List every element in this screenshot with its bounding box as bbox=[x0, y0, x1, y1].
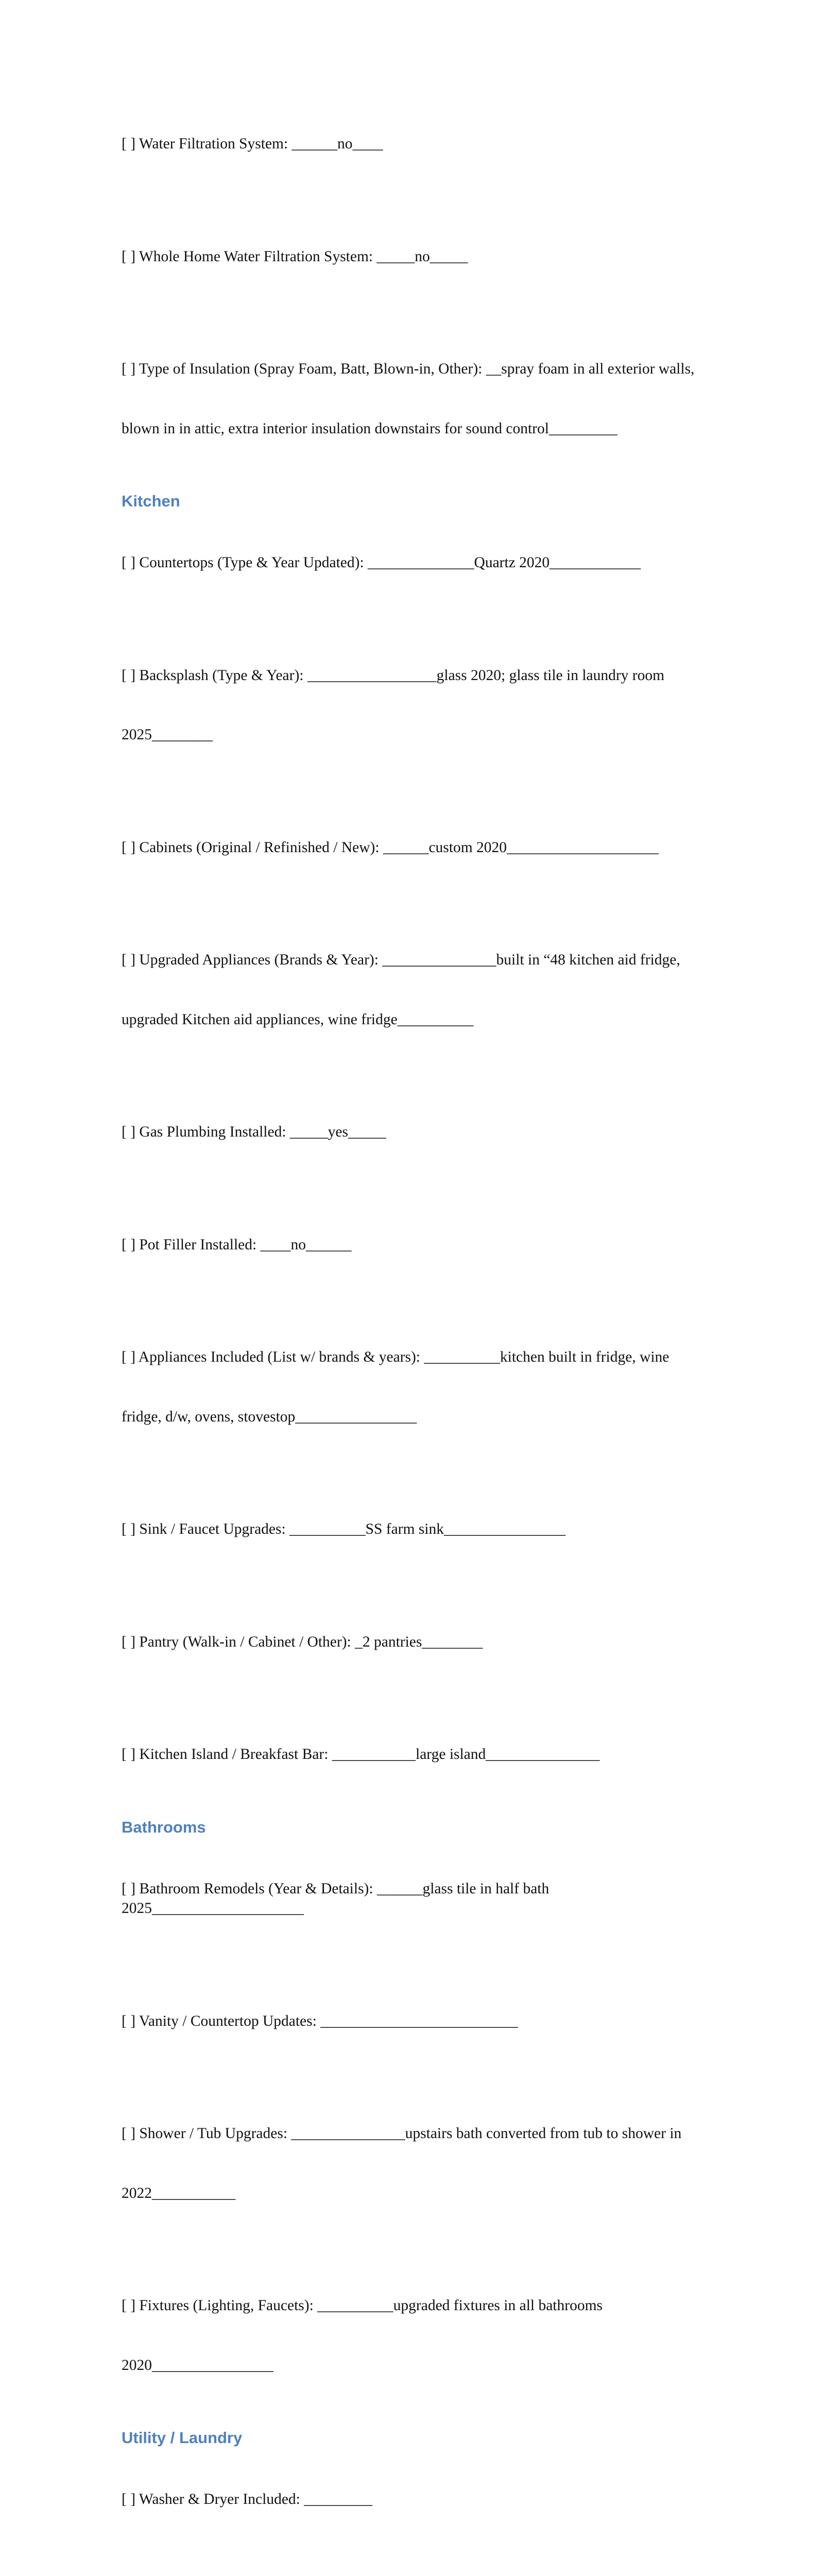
item-line: blown in in attic, extra interior insulation downstairs for sound control_________ bbox=[122, 419, 719, 439]
item-line: fridge, d/w, ovens, stovestop________________ bbox=[122, 1407, 719, 1427]
whole-home-filtration-item bbox=[122, 207, 719, 307]
shower-tub-item bbox=[122, 2084, 719, 2243]
item-line: [ ] Backsplash (Type & Year): _________________glass 2020; glass tile in laundry room bbox=[122, 666, 719, 686]
water-filtration-item bbox=[122, 94, 719, 194]
bathroom-remodels-item bbox=[122, 1839, 719, 1958]
pot-filler-item bbox=[122, 1195, 719, 1295]
item-line: 2022___________ bbox=[122, 2183, 719, 2204]
item-line: 2020________________ bbox=[122, 2355, 719, 2376]
cabinets-item bbox=[122, 798, 719, 897]
item-line: [ ] Appliances Included (List w/ brands & years): __________kitchen built in fridge, wine bbox=[122, 1347, 719, 1367]
appliances-included-item bbox=[122, 1308, 719, 1466]
upgraded-appliances-item bbox=[122, 910, 719, 1069]
item-line: [ ] Bathroom Remodels (Year & Details): ______glass tile in half bath 2025____________________ bbox=[122, 1879, 719, 1919]
item-line: [ ] Fixtures (Lighting, Faucets): __________upgraded fixtures in all bathrooms bbox=[122, 2296, 719, 2316]
sink-faucet-item bbox=[122, 1480, 719, 1579]
item-line: upgraded Kitchen aid appliances, wine fridge__________ bbox=[122, 1010, 719, 1030]
item-line: [ ] Washer & Dryer Included: _________ bbox=[122, 2489, 719, 2510]
insulation-item bbox=[122, 319, 719, 478]
item-line: [ ] Shower / Tub Upgrades: _______________upstairs bath converted from tub to shower in bbox=[122, 2124, 719, 2144]
item-line: [ ] Water Filtration System: ______no____ bbox=[122, 134, 719, 154]
item-line: [ ] Gas Plumbing Installed: _____yes_____ bbox=[122, 1122, 719, 1142]
item-line: [ ] Whole Home Water Filtration System: _____no_____ bbox=[122, 247, 719, 267]
kitchen-island-item bbox=[122, 1705, 719, 1804]
utility-laundry-heading: Utility / Laundry bbox=[122, 2428, 719, 2448]
item-line: [ ] Cabinets (Original / Refinished / New): ______custom 2020____________________ bbox=[122, 838, 719, 858]
item-line: [ ] Countertops (Type & Year Updated): ______________Quartz 2020____________ bbox=[122, 553, 719, 573]
vanity-item bbox=[122, 1972, 719, 2071]
item-line: 2025________ bbox=[122, 725, 719, 745]
countertops-item bbox=[122, 513, 719, 613]
item-line: [ ] Type of Insulation (Spray Foam, Batt, Blown-in, Other): __spray foam in all exterior walls, bbox=[122, 359, 719, 379]
item-line: [ ] Upgraded Appliances (Brands & Year): _______________built in “48 kitchen aid fridge, bbox=[122, 950, 719, 970]
item-line: [ ] Sink / Faucet Upgrades: __________SS farm sink________________ bbox=[122, 1519, 719, 1539]
pantry-item bbox=[122, 1592, 719, 1692]
gas-plumbing-item bbox=[122, 1082, 719, 1182]
item-line: [ ] Kitchen Island / Breakfast Bar: ___________large island_______________ bbox=[122, 1744, 719, 1765]
item-line: [ ] Vanity / Countertop Updates: __________________________ bbox=[122, 2011, 719, 2031]
document-page bbox=[122, 94, 719, 2576]
backsplash-item bbox=[122, 626, 719, 785]
utility-sink-item bbox=[122, 2563, 719, 2576]
fixtures-item bbox=[122, 2256, 719, 2415]
item-line: [ ] Pot Filler Installed: ____no______ bbox=[122, 1235, 719, 1255]
bathrooms-heading: Bathrooms bbox=[122, 1818, 719, 1837]
washer-dryer-item bbox=[122, 2450, 719, 2549]
item-line: [ ] Pantry (Walk-in / Cabinet / Other): _2 pantries________ bbox=[122, 1632, 719, 1652]
kitchen-heading: Kitchen bbox=[122, 492, 719, 511]
